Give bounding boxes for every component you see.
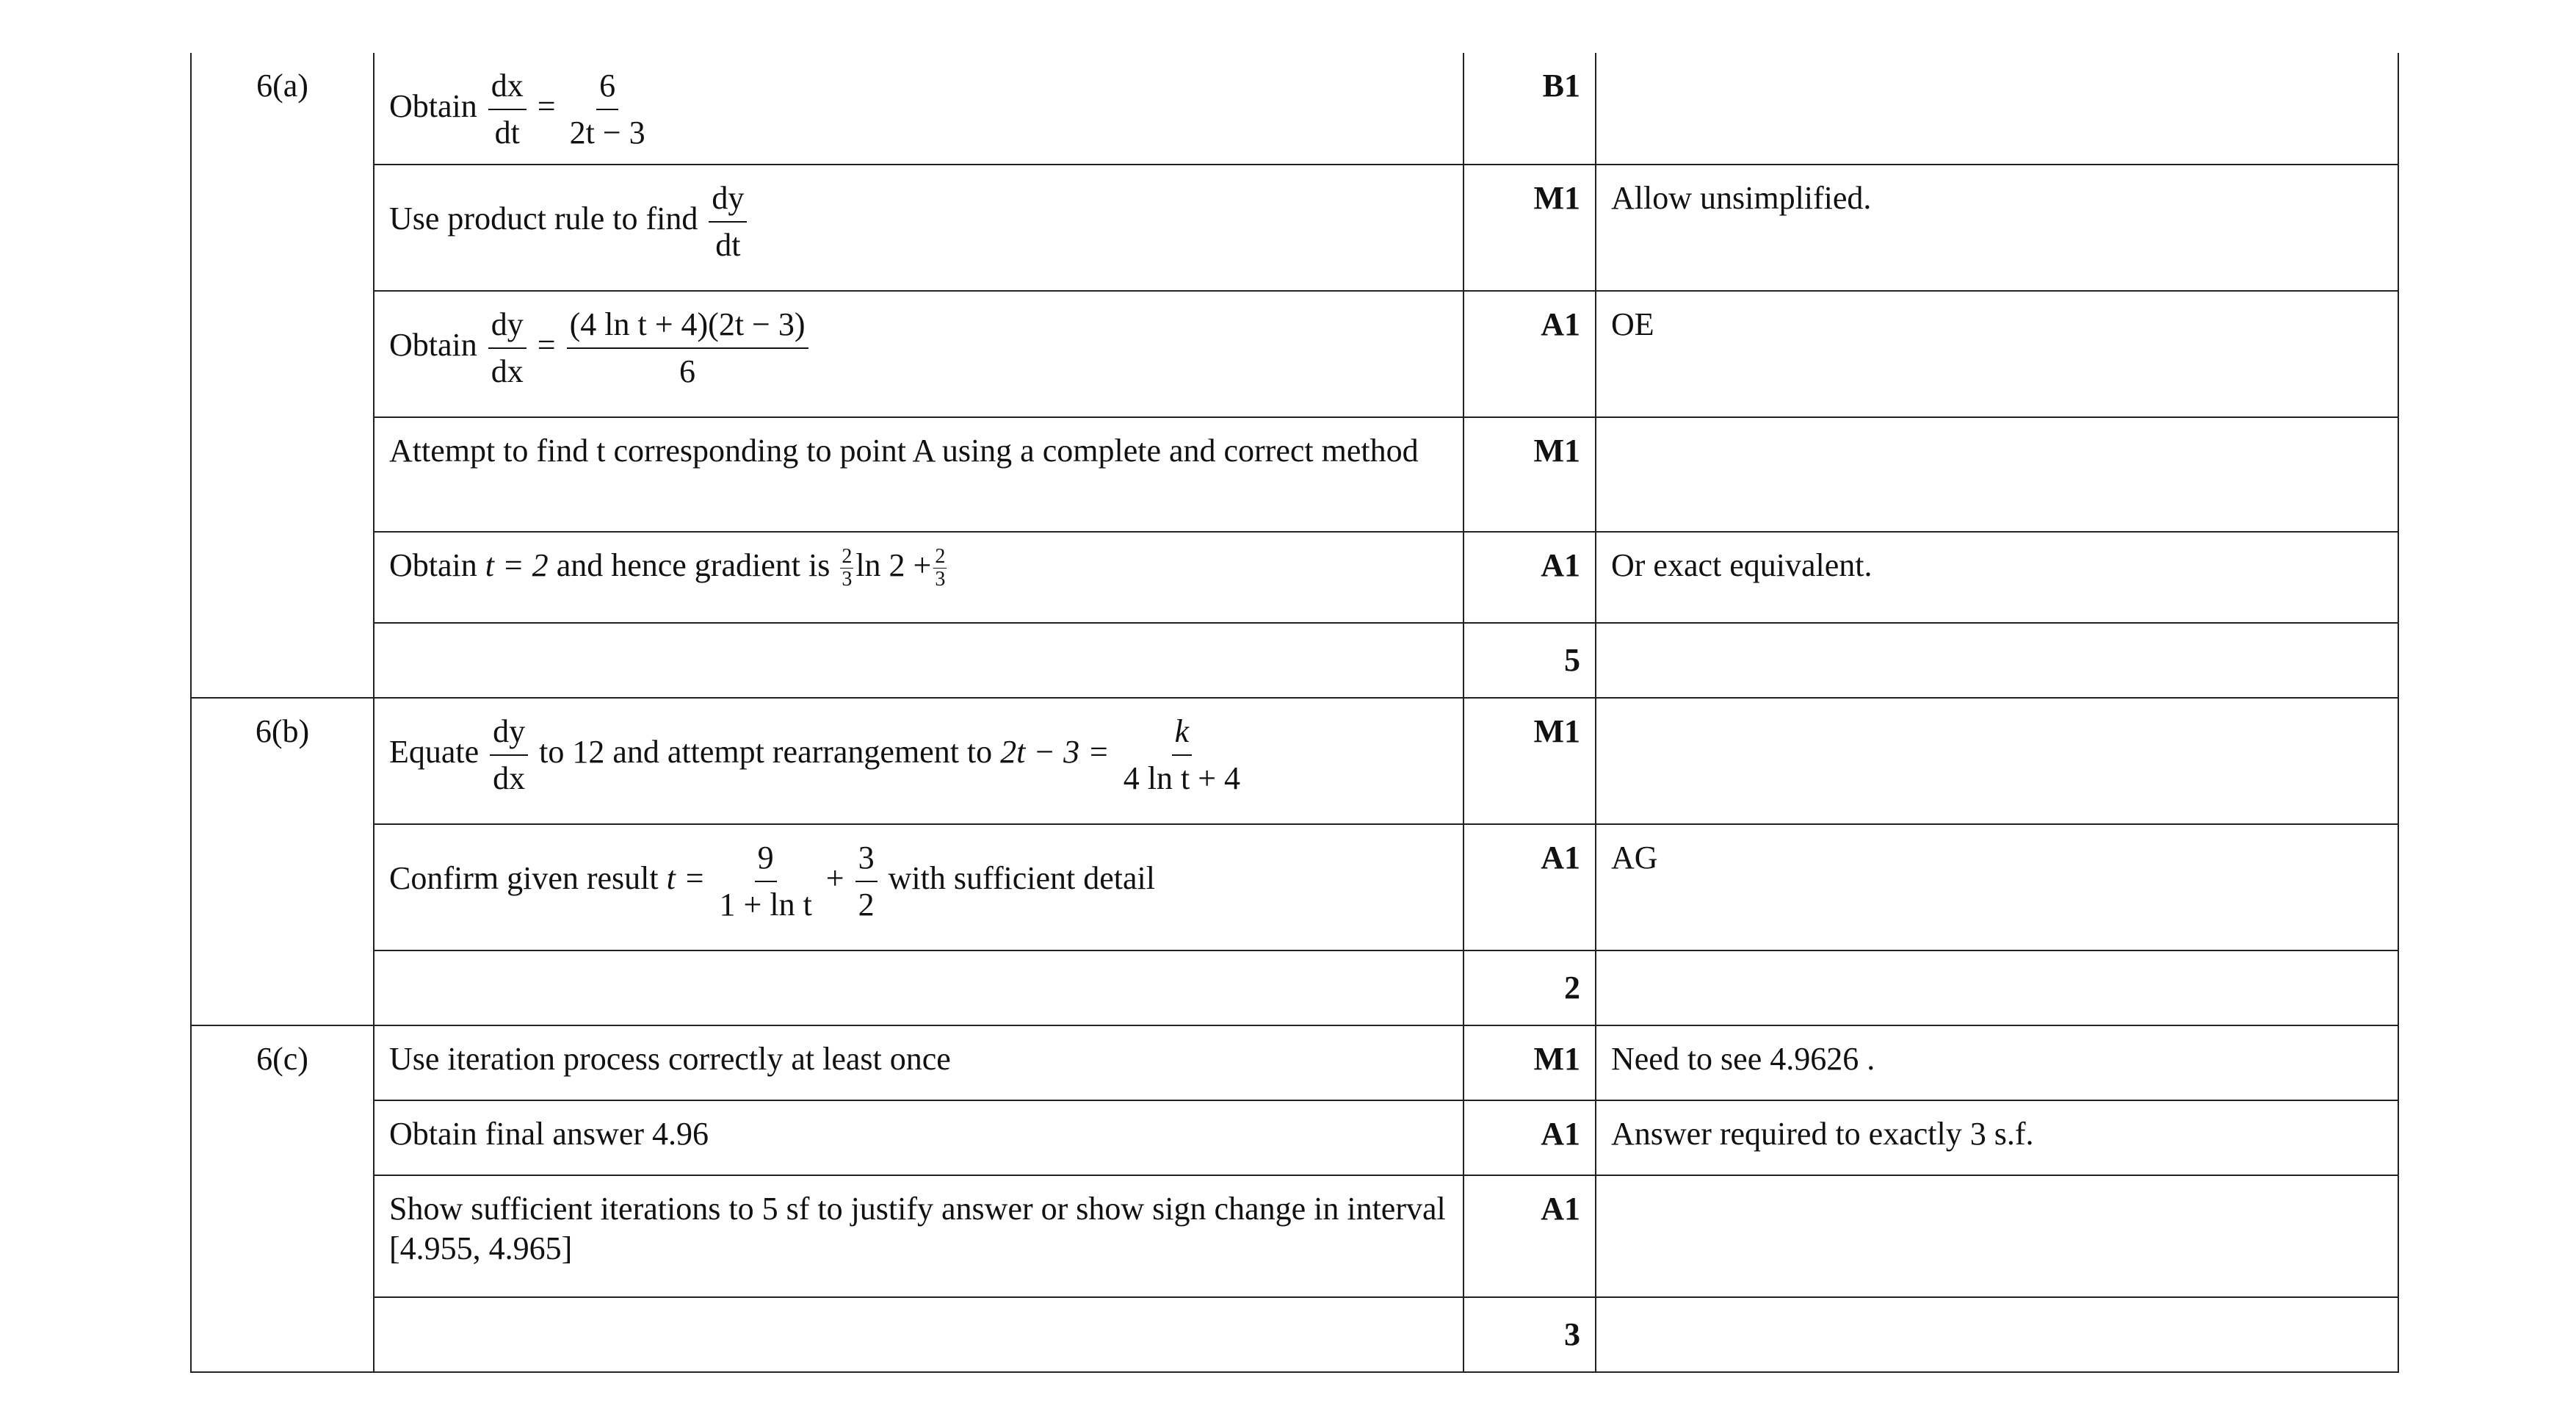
- question-number: 6(a): [191, 53, 374, 698]
- answer-cell: [374, 165, 1464, 291]
- answer-cell: Attempt to find t corresponding to point A using a complete and correct method: [374, 417, 1464, 532]
- answer-cell: [374, 532, 1464, 623]
- fraction: $\frac{k}{\text{4 ln t + 4}}$: [1123, 713, 1241, 796]
- math-expression: t = 2: [485, 547, 549, 583]
- answer-cell: [374, 824, 1464, 950]
- fraction: $\frac{6}{2t - 3}$: [569, 68, 645, 151]
- guidance-cell: AG: [1596, 824, 2398, 950]
- answer-text: Equate: [389, 733, 480, 770]
- mark-cell: B1: [1464, 53, 1596, 165]
- guidance-cell: OE: [1596, 291, 2398, 417]
- answer-cell: [374, 950, 1464, 1025]
- fraction: $\frac{3}{2}$: [855, 838, 878, 924]
- answer-text: Confirm given result: [389, 859, 659, 896]
- mark-cell: A1: [1464, 291, 1596, 417]
- mark-cell: A1: [1464, 1175, 1596, 1297]
- guidance-cell: [1596, 623, 2398, 698]
- answer-text: Use product rule to find: [389, 200, 698, 237]
- fraction: $\frac{2}{3}$: [842, 545, 853, 591]
- mark-cell: A1: [1464, 1100, 1596, 1175]
- guidance-cell: [1596, 698, 2398, 824]
- guidance-cell: [1596, 1297, 2398, 1372]
- table-row: [191, 1297, 2398, 1372]
- guidance-cell: Answer required to exactly 3 s.f.: [1596, 1100, 2398, 1175]
- guidance-cell: [1596, 417, 2398, 532]
- total-mark: 2: [1464, 950, 1596, 1025]
- mark-cell: M1: [1464, 165, 1596, 291]
- table-row: [191, 53, 2398, 165]
- table-row: [191, 417, 2398, 532]
- fraction: $\frac{2}{3}$: [935, 545, 946, 591]
- math-expression: t =: [666, 859, 706, 896]
- answer-cell: Obtain final answer 4.96: [374, 1100, 1464, 1175]
- answer-cell: [374, 698, 1464, 824]
- answer-cell: Use iteration process correctly at least once: [374, 1025, 1464, 1100]
- fraction: $\frac{dy}{dt}$: [709, 178, 747, 264]
- answer-cell: [374, 53, 1464, 165]
- answer-cell: [374, 291, 1464, 417]
- answer-text: to 12 and attempt rearrangement to: [539, 733, 993, 770]
- mark-cell: M1: [1464, 698, 1596, 824]
- table-row: [191, 698, 2398, 824]
- plus-sign: +: [825, 859, 844, 896]
- math-expression: 2t − 3 =: [1000, 733, 1110, 770]
- mark-cell: M1: [1464, 417, 1596, 532]
- mark-cell: A1: [1464, 824, 1596, 950]
- equals-sign: =: [537, 87, 556, 124]
- answer-cell: [374, 623, 1464, 698]
- table-row: [191, 623, 2398, 698]
- table-row: [191, 1175, 2398, 1297]
- fraction: $\frac{\text{(4 ln t + 4)(2t − 3)}}{6}$: [567, 305, 808, 391]
- equals-sign: =: [537, 326, 556, 363]
- fraction: $\frac{9}{\text{1 + ln t}}$: [719, 840, 812, 923]
- table-row: [191, 950, 2398, 1025]
- guidance-cell: Need to see 4.9626 .: [1596, 1025, 2398, 1100]
- guidance-cell: [1596, 1175, 2398, 1297]
- table-row: [191, 165, 2398, 291]
- total-mark: 3: [1464, 1297, 1596, 1372]
- answer-cell: Show sufficient iterations to 5 sf to justify answer or show sign change in interval [4.955, 4.965]: [374, 1175, 1464, 1297]
- table-row: [191, 532, 2398, 623]
- answer-text: Obtain: [389, 547, 477, 583]
- guidance-cell: Allow unsimplified.: [1596, 165, 2398, 291]
- guidance-cell: [1596, 950, 2398, 1025]
- table-row: [191, 1100, 2398, 1175]
- fraction: $\frac{dy}{dx}$: [490, 712, 528, 798]
- answer-text: Obtain: [389, 87, 477, 124]
- answer-text: with sufficient detail: [888, 859, 1155, 896]
- mark-scheme-table: [190, 53, 2399, 1373]
- answer-text: and hence gradient is: [556, 547, 831, 583]
- math-expression: ln 2 +: [855, 547, 932, 583]
- question-number: 6(b): [191, 698, 374, 1025]
- table-row: [191, 824, 2398, 950]
- answer-text: Obtain: [389, 326, 477, 363]
- fraction: $\frac{dx}{dt}$: [488, 66, 527, 152]
- table-row: [191, 1025, 2398, 1100]
- fraction: $\frac{dy}{dx}$: [488, 305, 527, 391]
- guidance-cell: [1596, 53, 2398, 165]
- mark-cell: M1: [1464, 1025, 1596, 1100]
- mark-cell: A1: [1464, 532, 1596, 623]
- table-row: [191, 291, 2398, 417]
- guidance-cell: Or exact equivalent.: [1596, 532, 2398, 623]
- question-number: 6(c): [191, 1025, 374, 1372]
- total-mark: 5: [1464, 623, 1596, 698]
- answer-cell: [374, 1297, 1464, 1372]
